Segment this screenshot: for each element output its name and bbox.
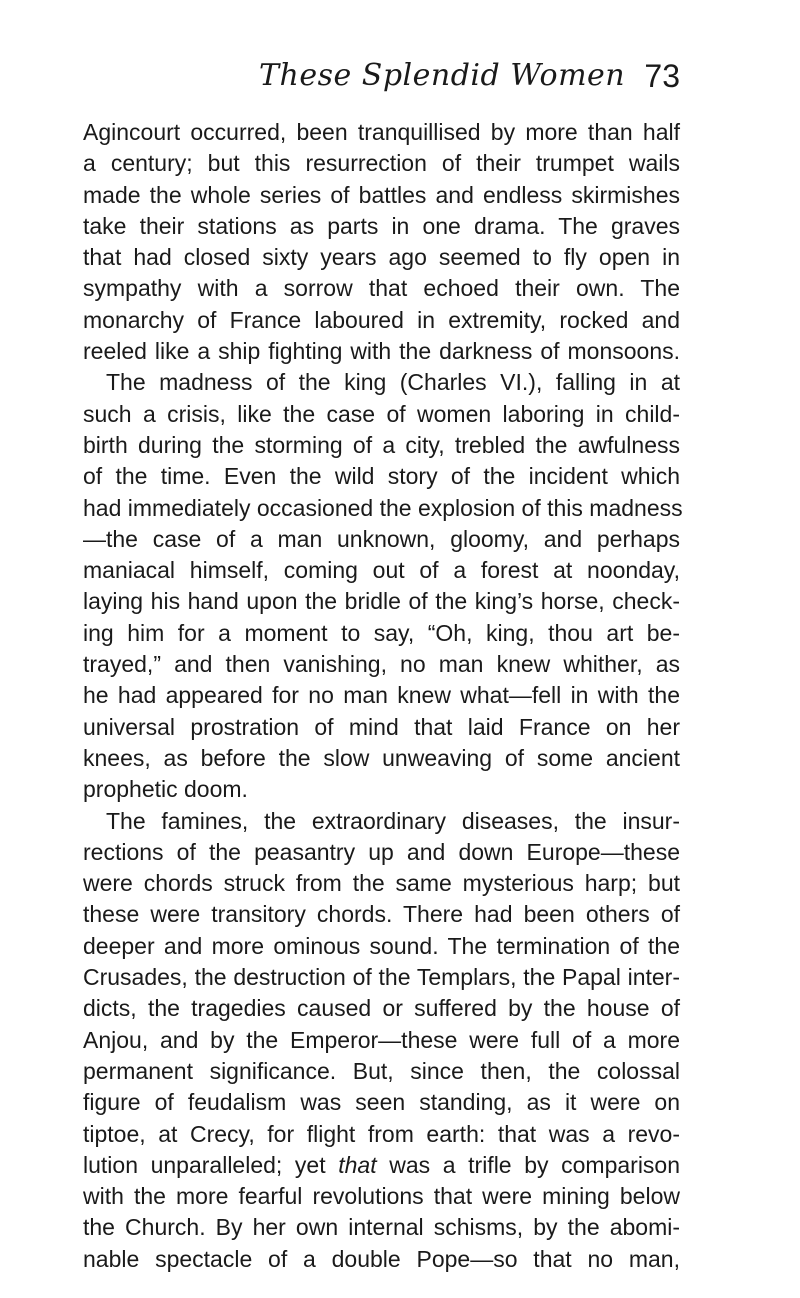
text-line: permanent significance. But, since then, the colossal [83, 1057, 680, 1084]
text-line: Agincourt occurred, been tranquillised by more than half [83, 119, 680, 145]
text-line: knees, as before the slow unweaving of some ancient [83, 744, 680, 771]
text-line: birth during the storming of a city, trebled the awfulness [83, 431, 680, 458]
text-line: made the whole series of battles and endless skirmishes [83, 181, 680, 208]
text-line: he had appeared for no man knew what—fell in with the [83, 682, 680, 709]
text-line: ing him for a moment to say, “Oh, king, thou art be- [83, 619, 680, 646]
text-line: such a crisis, like the case of women laboring in child- [83, 400, 680, 427]
text-line: reeled like a ship fighting with the darkness of monsoons. [83, 338, 680, 365]
text-line: rections of the peasantry up and down Europe—these [83, 838, 680, 865]
running-title: These Splendid Women [259, 58, 626, 93]
text-line: trayed,” and then vanishing, no man knew whither, as [83, 651, 680, 678]
text-line: monarchy of France laboured in extremity, rocked and [83, 306, 680, 333]
text-line: had immediately occasioned the explosion of this madness [83, 494, 683, 521]
text-line: Anjou, and by the Emperor—these were full of a more [83, 1026, 680, 1053]
text-line: the Church. By her own internal schisms, by the abomi- [83, 1214, 680, 1241]
text-line: nable spectacle of a double Pope—so that no man, [83, 1245, 680, 1272]
running-header [83, 58, 680, 102]
text-line: —the case of a man unknown, gloomy, and perhaps [83, 525, 680, 552]
text-line: dicts, the tragedies caused or suffered by the house of [83, 995, 680, 1022]
text-line: a century; but this resurrection of their trumpet wails [83, 150, 680, 177]
text-line: The famines, the extraordinary diseases, the insur- [106, 807, 680, 834]
text-line: that had closed sixty years ago seemed to fly open in [83, 244, 680, 271]
text-line: these were transitory chords. There had been others of [83, 901, 680, 928]
text-line: tiptoe, at Crecy, for flight from earth: that was a revo- [83, 1120, 680, 1147]
text-segment: was a trifle by comparison [389, 1151, 681, 1178]
text-line: of the time. Even the wild story of the incident which [83, 463, 680, 490]
text-line: sympathy with a sorrow that echoed their own. The [83, 275, 680, 302]
text-line: figure of feudalism was seen standing, as it were on [83, 1089, 680, 1116]
text-line: with the more fearful revolutions that were mining below [83, 1183, 680, 1210]
text-line: maniacal himself, coming out of a forest at noonday, [83, 557, 680, 584]
page-number: 73 [644, 58, 680, 94]
text-line: were chords struck from the same mysterious harp; but [83, 870, 680, 897]
text-line-with-emphasis [83, 1150, 680, 1181]
text-line: universal prostration of mind that laid France on her [83, 713, 680, 740]
text-line: take their stations as parts in one drama. The graves [83, 212, 680, 239]
body-text [83, 117, 683, 1275]
emphasis-that: that [338, 1151, 377, 1178]
text-line: laying his hand upon the bridle of the king’s horse, check- [83, 588, 680, 615]
text-line: The madness of the king (Charles VI.), falling in at [106, 369, 680, 396]
text-line: deeper and more ominous sound. The termination of the [83, 932, 680, 959]
text-line: Crusades, the destruction of the Templars, the Papal inter- [83, 964, 680, 991]
text-line: prophetic doom. [83, 776, 248, 803]
text-segment: lution unparalleled; yet [83, 1151, 326, 1178]
